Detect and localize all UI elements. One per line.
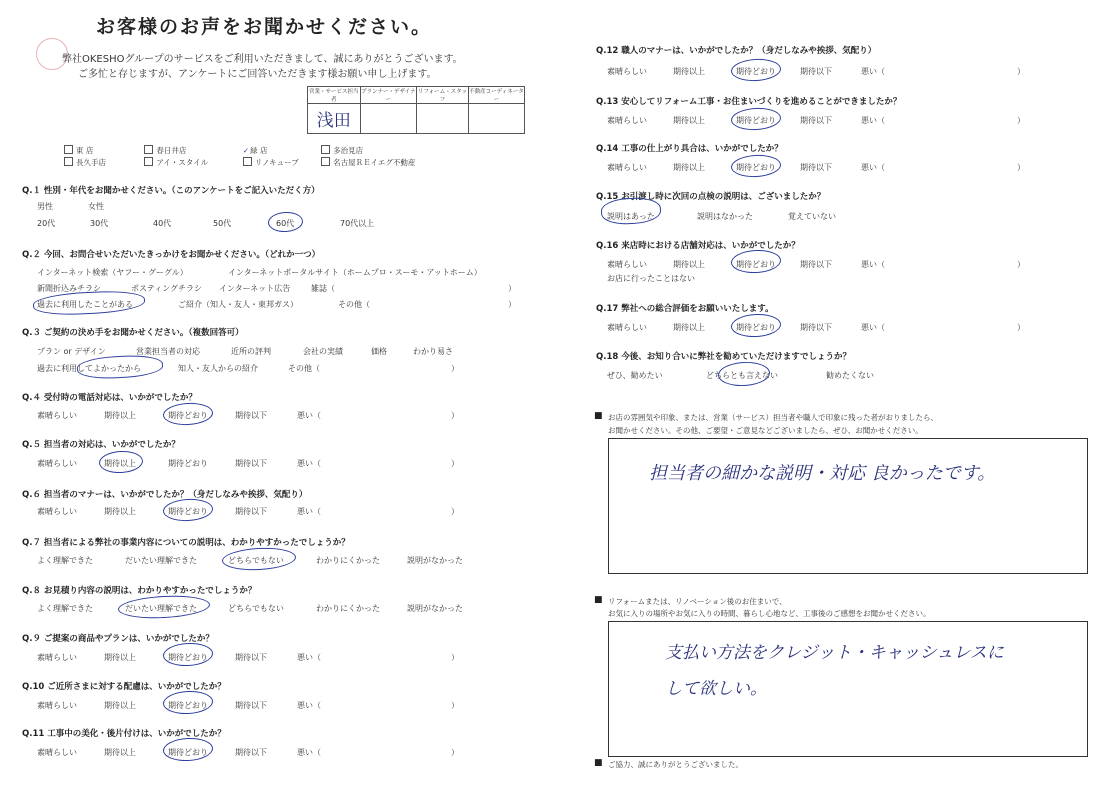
q1-age-30s[interactable]: 30代 [90,219,109,228]
q7-option-understood-well[interactable]: よく理解できた [37,556,93,565]
store-checkbox-kasugai[interactable] [144,145,153,154]
q15-label: Q.15 お引渡し時に次回の点検の説明は、ございましたか？ [596,192,826,202]
answer-circle-q4 [162,402,213,427]
comment1-prompt-line2: お聞かせください。その他、ご要望・ご意見などございましたら、ぜひ、お聞かせください。 [608,426,923,435]
answer-circle-q8 [117,594,210,621]
q2-option-portal[interactable]: インターネットポータルサイト（ホームプロ・スーモ・アットホーム） [228,268,482,277]
answer-circle-q5 [98,450,143,474]
q3-option-plan[interactable]: プラン or デザイン [37,347,106,356]
q11-bad-close: ） [451,748,459,757]
q2-option-other[interactable]: その他（ [338,300,370,309]
store-checkbox-nagakute[interactable] [64,157,73,166]
q12-option-excellent[interactable]: 素晴らしい [607,67,647,76]
q4-option-above[interactable]: 期待以上 [104,411,136,420]
q11-option-bad[interactable]: 悪い（ [297,748,321,757]
q11-option-excellent[interactable]: 素晴らしい [37,748,77,757]
answer-circle-q13 [730,107,781,132]
q1-label: Q.１ 性別・年代をお聞かせください。（このアンケートをご記入いただく方） [22,186,320,196]
q6-option-above[interactable]: 期待以上 [104,507,136,516]
q5-option-above[interactable]: 期待以上 [104,459,136,468]
q9-option-as-expected[interactable]: 期待どおり [168,653,208,662]
q16-option-excellent[interactable]: 素晴らしい [607,260,647,269]
q1-age-70s-plus[interactable]: 70代以上 [340,219,375,228]
q7-option-hard[interactable]: わかりにくかった [316,556,380,565]
q9-option-above[interactable]: 期待以上 [104,653,136,662]
q18-label: Q.18 今後、お知り合いに弊社を勧めていただけますでしょうか？ [596,352,852,362]
q10-label: Q.10 ご近所さまに対する配慮は、いかがでしたか？ [22,682,226,692]
q8-option-understood-well[interactable]: よく理解できた [37,604,93,613]
q2-option-search[interactable]: インターネット検索（ヤフー・グーグル） [37,268,188,277]
comment2-box[interactable] [608,621,1088,757]
staff-header-realestate: 不動産コーディネーター [468,87,524,104]
answer-circle-q12 [730,58,781,83]
q12-option-below[interactable]: 期待以下 [800,67,832,76]
answer-circle-q17 [730,313,781,339]
q2-option-posting[interactable]: ポスティングチラシ [131,284,203,293]
q17-option-excellent[interactable]: 素晴らしい [607,323,647,332]
q10-option-bad[interactable]: 悪い（ [297,701,321,710]
q16-label: Q.16 来店時における店舗対応は、いかがでしたか？ [596,241,800,251]
q16-option-as-expected[interactable]: 期待どおり [736,260,776,269]
q2-option-magazine[interactable]: 雑誌（ [311,284,335,293]
q14-option-as-expected[interactable]: 期待どおり [736,163,776,172]
q17-option-as-expected[interactable]: 期待どおり [736,323,776,332]
q9-label: Q.９ ご提案の商品やプランは、いかがでしたか？ [22,634,214,644]
intro-line-1: 弊社OKESHOグループのサービスをご利用いただきまして、誠にありがとうございます。 [62,54,463,65]
answer-circle-q6 [162,498,213,523]
q14-option-excellent[interactable]: 素晴らしい [607,163,647,172]
q5-option-as-expected[interactable]: 期待どおり [168,459,208,468]
q3-option-reputation[interactable]: 近所の評判 [231,347,271,356]
answer-circle-q3 [76,354,163,380]
q1-age-40s[interactable]: 40代 [153,219,172,228]
q6-option-below[interactable]: 期待以下 [235,507,267,516]
q13-label: Q.13 安心してリフォーム工事・お住まいづくりを進めることができましたか？ [596,97,902,107]
q9-option-bad[interactable]: 悪い（ [297,653,321,662]
q14-option-bad[interactable]: 悪い（ [861,163,885,172]
q6-label: Q.６ 担当者のマナーは、いかがでしたか？（身だしなみや挨拶、気配り） [22,490,308,500]
answer-circle-q18 [717,361,770,388]
q18-option-not-recommend[interactable]: 勧めたくない [826,371,874,380]
q10-option-above[interactable]: 期待以上 [104,701,136,710]
q2-option-past-user[interactable]: 過去に利用したことがある [37,300,133,309]
q2-option-referral[interactable]: ご紹介（知人・友人・東邦ガス） [178,300,298,309]
staff-header-planner: プランナー・デザイナー [360,87,417,104]
q13-bad-close: ） [1017,116,1025,125]
q3-option-price[interactable]: 価格 [371,347,387,356]
q17-option-above[interactable]: 期待以上 [673,323,705,332]
q8-option-mostly[interactable]: だいたい理解できた [125,604,197,613]
q6-bad-close: ） [451,507,459,516]
store-checkbox-higashi[interactable] [64,145,73,154]
q6-option-bad[interactable]: 悪い（ [297,507,321,516]
q17-option-bad[interactable]: 悪い（ [861,323,885,332]
staff-cell-planner[interactable] [360,104,417,134]
q5-bad-close: ） [451,459,459,468]
q3-option-other[interactable]: その他（ [288,364,320,373]
q10-option-as-expected[interactable]: 期待どおり [168,701,208,710]
q4-option-bad[interactable]: 悪い（ [297,411,321,420]
q3-option-track-record[interactable]: 会社の実績 [303,347,343,356]
checkmark-icon: ✓ [242,146,250,155]
q13-option-bad[interactable]: 悪い（ [861,116,885,125]
store-checkbox-renocube[interactable] [243,157,252,166]
q12-option-bad[interactable]: 悪い（ [861,67,885,76]
comment1-prompt-line1: お店の雰囲気や印象、または、営業（サービス）担当者や職人で印象に残った者がおりましたら、 [608,413,938,422]
page-title: お客様のお声をお聞かせください。 [96,16,433,38]
q16-option-below[interactable]: 期待以下 [800,260,832,269]
q1-age-20s[interactable]: 20代 [37,219,56,228]
q7-option-neutral[interactable]: どちらでもない [228,556,284,565]
q8-label: Q.８ お見積り内容の説明は、わかりやすかったでしょうか？ [22,586,257,596]
q8-option-hard[interactable]: わかりにくかった [316,604,380,613]
q3-option-clarity[interactable]: わかり易さ [413,347,453,356]
q10-bad-close: ） [451,701,459,710]
q11-option-below[interactable]: 期待以下 [235,748,267,757]
q3-option-past-good[interactable]: 過去に利用してよかったから [37,364,141,373]
q12-option-as-expected[interactable]: 期待どおり [736,67,776,76]
q13-option-excellent[interactable]: 素晴らしい [607,116,647,125]
answer-circle-q7 [221,546,296,572]
bullet-icon: ■ [594,758,603,768]
q9-bad-close: ） [451,653,459,662]
q15-option-not-explained[interactable]: 説明はなかった [697,212,753,221]
q7-option-mostly[interactable]: だいたい理解できた [125,556,197,565]
q3-option-sales-staff[interactable]: 営業担当者の対応 [136,347,200,356]
q13-option-above[interactable]: 期待以上 [673,116,705,125]
q15-option-dont-remember[interactable]: 覚えていない [788,212,836,221]
q6-option-excellent[interactable]: 素晴らしい [37,507,77,516]
store-checkbox-tajimi[interactable] [321,145,330,154]
q17-label: Q.17 弊社への総合評価をお願いいたします。 [596,304,774,314]
q4-option-below[interactable]: 期待以下 [235,411,267,420]
bullet-icon: ■ [594,411,603,421]
q18-option-recommend[interactable]: ぜひ、勧めたい [607,371,663,380]
answer-circle-q9 [162,642,213,668]
q14-option-below[interactable]: 期待以下 [800,163,832,172]
q2-label: Q.２ 今回、お問合せいただいたきっかけをお聞かせください。（どれか一つ） [22,250,321,260]
q8-option-no-explanation[interactable]: 説明がなかった [407,604,463,613]
q17-option-below[interactable]: 期待以下 [800,323,832,332]
q1-age-60s[interactable]: 60代 [276,219,295,228]
q16-option-never-visited[interactable]: お店に行ったことはない [607,274,695,283]
q3-other-close: ） [451,364,459,373]
answer-circle-q1 [268,211,304,233]
q10-option-excellent[interactable]: 素晴らしい [37,701,77,710]
q15-option-explained[interactable]: 説明はあった [607,212,655,221]
q14-label: Q.14 工事の仕上がり具合は、いかがでしたか？ [596,144,783,154]
q12-label: Q.12 職人のマナーは、いかがでしたか？（身だしなみや挨拶、気配り） [596,46,877,56]
q5-option-excellent[interactable]: 素晴らしい [37,459,77,468]
q12-bad-close: ） [1017,67,1025,76]
q14-bad-close: ） [1017,163,1025,172]
q11-label: Q.11 工事中の美化・後片付けは、いかがでしたか？ [22,729,226,739]
q3-label: Q.３ ご契約の決め手をお聞かせください。（複数回答可） [22,328,244,338]
closing-text: ご協力、誠にありがとうございました。 [608,760,743,769]
q8-option-neutral[interactable]: どちらでもない [228,604,284,613]
staff-cell-reform[interactable] [417,104,469,134]
q10-option-below[interactable]: 期待以下 [235,701,267,710]
q4-option-excellent[interactable]: 素晴らしい [37,411,77,420]
q1-gender-male[interactable]: 男性 [37,202,53,211]
q4-option-as-expected[interactable]: 期待どおり [168,411,208,420]
q16-option-bad[interactable]: 悪い（ [861,260,885,269]
staff-header-reform: リフォーム・スタッフ [417,87,469,104]
q7-label: Q.７ 担当者による弊社の事業内容についての説明は、わかりやすかったでしょうか？ [22,538,350,548]
q12-option-above[interactable]: 期待以上 [673,67,705,76]
comment2-prompt-line1: リフォームまたは、リノベーション後のお住まいで、 [608,597,787,606]
staff-table [307,86,525,134]
q4-label: Q.４ 受付時の電話対応は、いかがでしたか？ [22,393,197,403]
comment2-prompt-line2: お気に入りの場所やお気に入りの時間、暮らし心地など、工事後のご感想をお聞かせください。 [608,609,931,618]
q5-option-bad[interactable]: 悪い（ [297,459,321,468]
q11-option-above[interactable]: 期待以上 [104,748,136,757]
q11-option-as-expected[interactable]: 期待どおり [168,748,208,757]
comment1-handwriting: 担当者の細かな説明・対応 良かったです。 [649,463,996,484]
q5-option-below[interactable]: 期待以下 [235,459,267,468]
store-row-2: 長久手店 アイ・スタイル リノキューブ 名古屋ＲＥイエグ不動産 [64,157,415,168]
staff-header-sales: 営業・サービス担当者 [308,87,361,104]
q4-bad-close: ） [451,411,459,420]
q16-bad-close: ） [1017,260,1025,269]
q9-option-below[interactable]: 期待以下 [235,653,267,662]
bullet-icon: ■ [594,595,603,605]
store-checkbox-istyle[interactable] [144,157,153,166]
q2-option-web-ad[interactable]: インターネット広告 [219,284,291,293]
store-row-1: 東 店 春日井店 ✓緑 店 多治見店 [64,145,363,156]
q18-option-neutral[interactable]: どちらとも言えない [706,371,778,380]
answer-circle-q16 [730,249,781,275]
q2-other-close: ） [508,300,516,309]
intro-line-2: ご多忙と存じますが、アンケートにご回答いただきます様お願い申し上げます。 [78,69,437,80]
comment1-box[interactable] [608,438,1088,574]
answer-circle-q10 [162,690,213,716]
q3-option-friend-referral[interactable]: 知人・友人からの紹介 [178,364,258,373]
q16-option-above[interactable]: 期待以上 [673,260,705,269]
q13-option-as-expected[interactable]: 期待どおり [736,116,776,125]
answer-circle-q11 [162,737,213,763]
q6-option-as-expected[interactable]: 期待どおり [168,507,208,516]
comment2-handwriting-line1: 支払い方法をクレジット・キャッシュレスに [665,643,1004,663]
q13-option-below[interactable]: 期待以下 [800,116,832,125]
answer-circle-q14 [730,154,781,179]
q17-bad-close: ） [1017,323,1025,332]
q9-option-excellent[interactable]: 素晴らしい [37,653,77,662]
q5-label: Q.５ 担当者の対応は、いかがでしたか？ [22,440,180,450]
store-checkbox-nagoya-re[interactable] [321,157,330,166]
q1-age-50s[interactable]: 50代 [213,219,232,228]
comment2-handwriting-line2: して欲しい。 [665,679,767,699]
q2-magazine-close: ） [508,284,516,293]
staff-handwritten-name: 浅田 [316,111,351,131]
q2-option-newspaper[interactable]: 新聞折込みチラシ [37,284,101,293]
staff-cell-sales[interactable] [308,104,361,134]
q14-option-above[interactable]: 期待以上 [673,163,705,172]
q7-option-no-explanation[interactable]: 説明がなかった [407,556,463,565]
q1-gender-female[interactable]: 女性 [88,202,104,211]
staff-cell-realestate[interactable] [468,104,524,134]
